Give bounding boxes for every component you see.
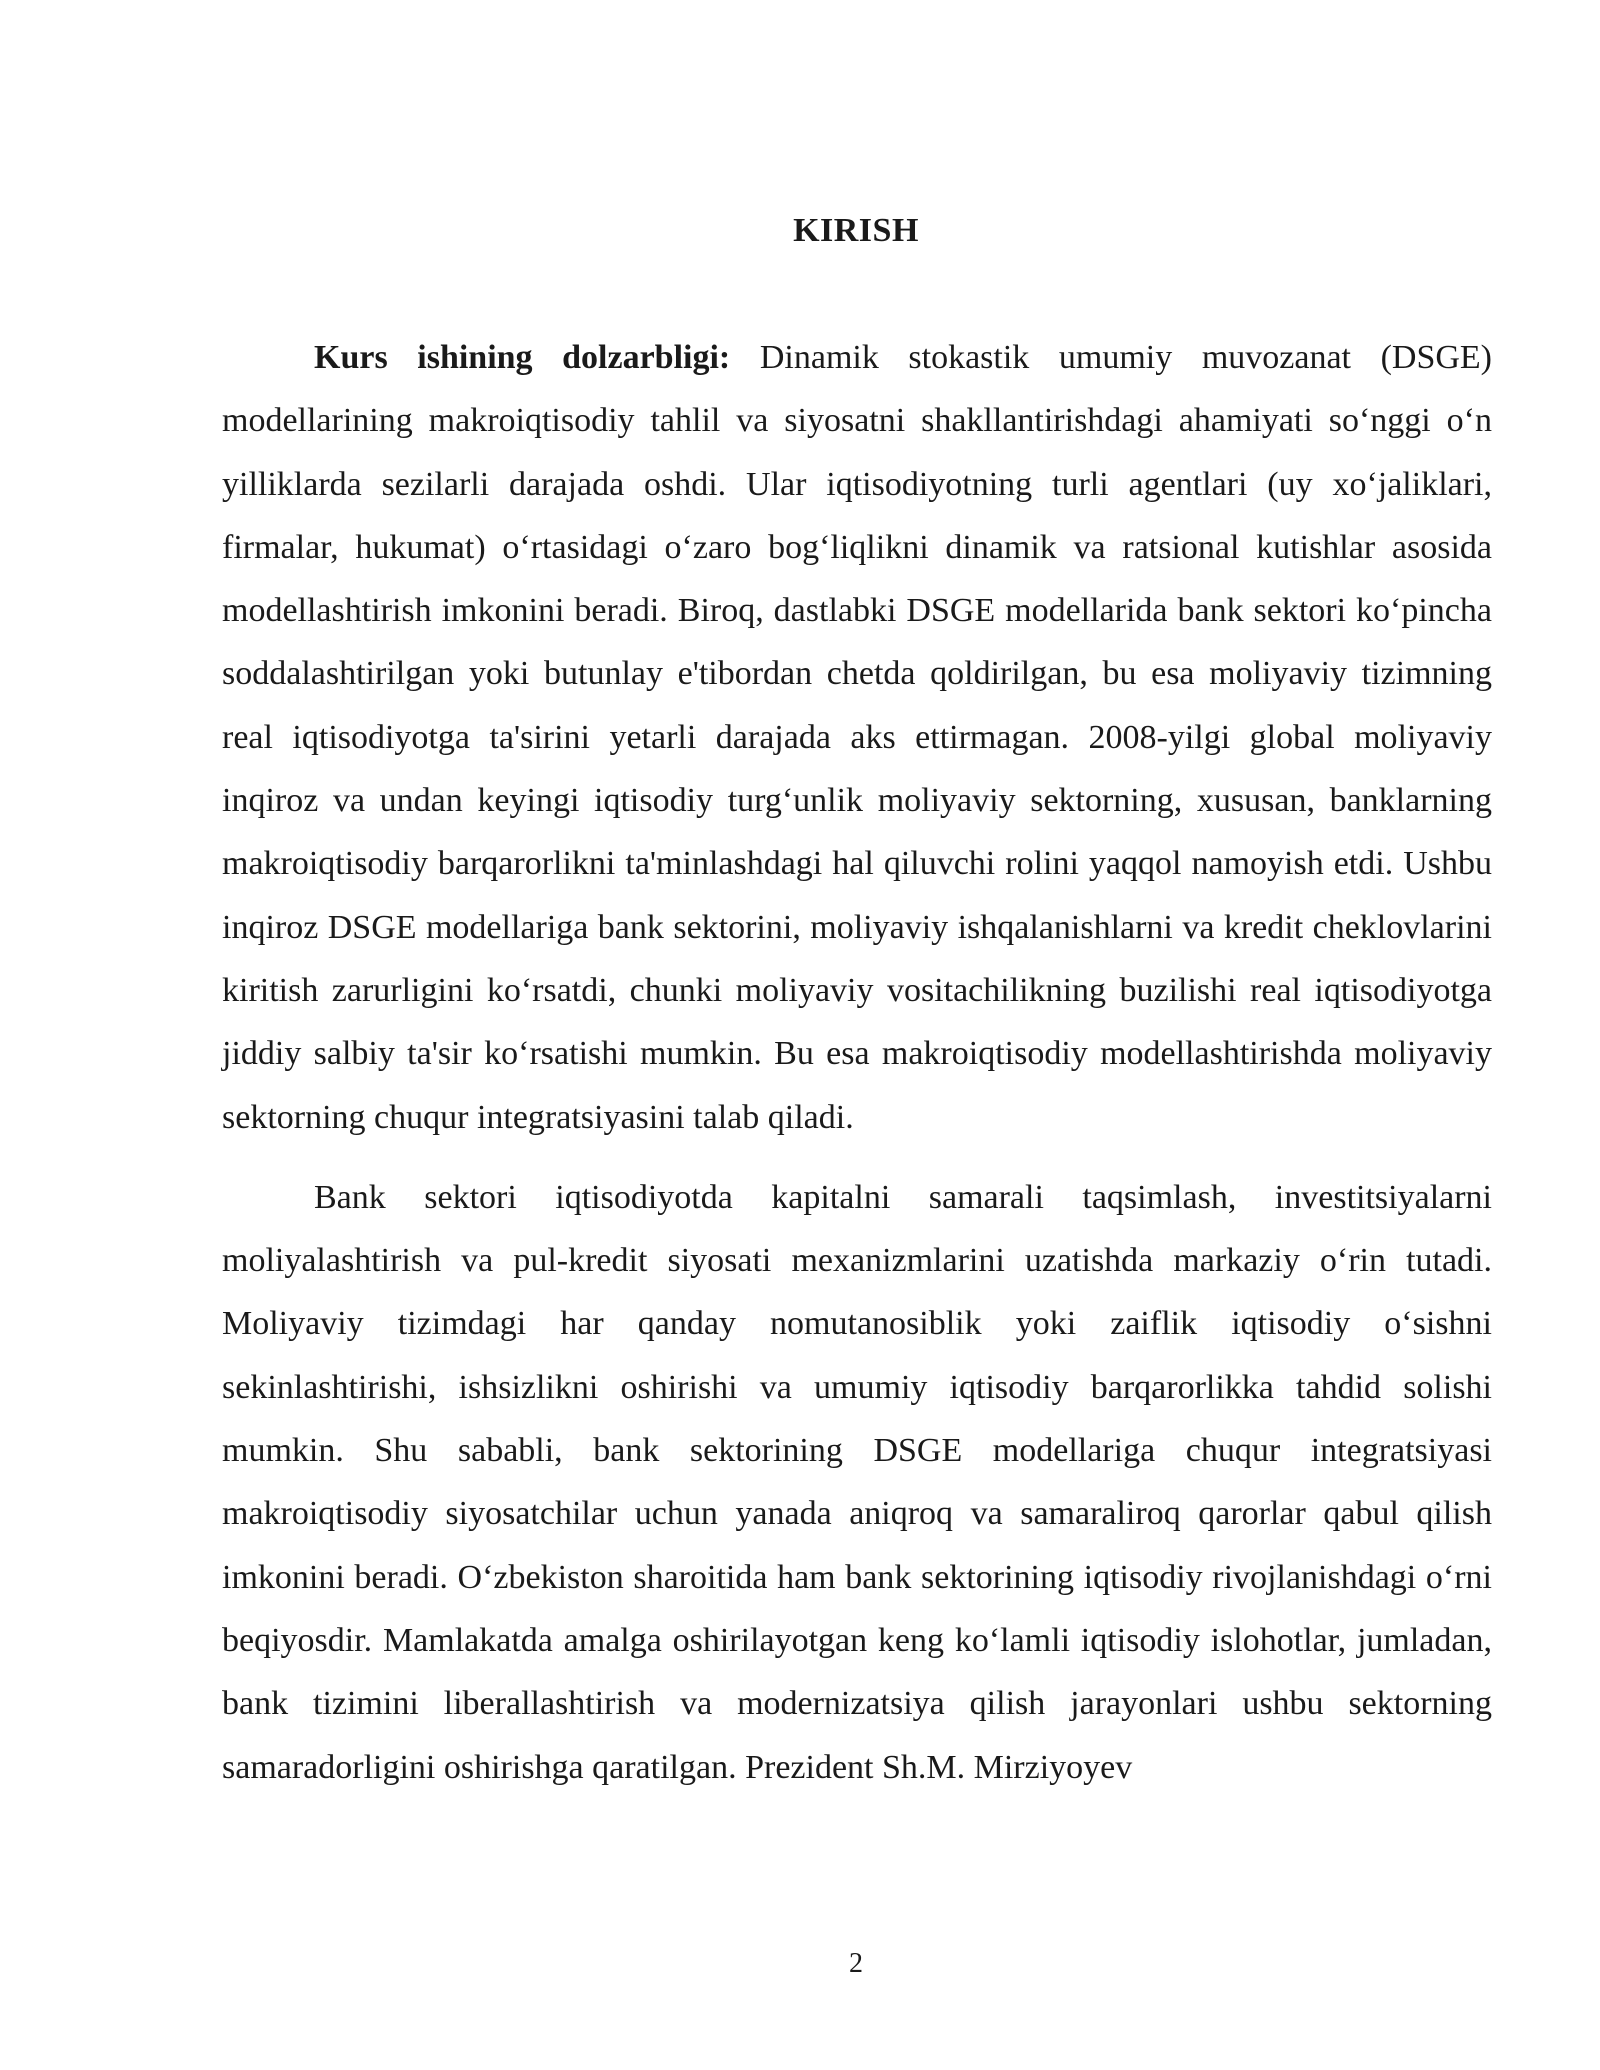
page-number: 2: [849, 1948, 863, 1979]
section-heading: KIRISH: [793, 211, 919, 249]
paragraph-text: Bank sektori iqtisodiyotda kapitalni samarali taqsimlash, investitsiyalarni moliyalashtirish va pul-kredit siyosati mexanizmlarini uzatishda markaziy o‘rin tutadi. Moliyaviy tizimdagi har qanday nomutanosiblik yoki zaiflik iqtisodiy o‘sishni sekinlashtirishi, ishsizlikni oshirishi va umumiy iqtisodiy barqarorlikka tahdid solishi mumkin. Shu sababli, bank sektorining DSGE modellariga chuqur integratsiyasi makroiqtisodiy siyosatchilar uchun yanada aniqroq va samaraliroq qarorlar qabul qilish imkonini beradi. O‘zbekiston sharoitida ham bank sektorining iqtisodiy rivojlanishdagi o‘rni beqiyosdir. Mamlakatda amalga oshirilayotgan keng ko‘lamli iqtisodiy islohotlar, jumladan, bank tizimini liberallashtirish va modernizatsiya qilish jarayonlari ushbu sektorning samaradorligini oshirishga qaratilgan. Prezident Sh.M. Mirziyoyev: [222, 1178, 1492, 1786]
paragraph-relevance: [222, 326, 1492, 1149]
paragraph-text: Dinamik stokastik umumiy muvozanat (DSGE) modellarining makroiqtisodiy tahlil va siyosatni shakllantirishdagi ahamiyati so‘nggi o‘n yilliklarda sezilarli darajada oshdi. Ular iqtisodiyotning turli agentlari (uy xo‘jaliklari, firmalar, hukumat) o‘rtasidagi o‘zaro bog‘liqlikni dinamik va ratsional kutishlar asosida modellashtirish imkonini beradi. Biroq, dastlabki DSGE modellarida bank sektori ko‘pincha soddalashtirilgan yoki butunlay e'tibordan chetda qoldirilgan, bu esa moliyaviy tizimning real iqtisodiyotga ta'sirini yetarli darajada aks ettirmagan. 2008-yilgi global moliyaviy inqiroz va undan keyingi iqtisodiy turg‘unlik moliyaviy sektorning, xususan, banklarning makroiqtisodiy barqarorlikni ta'minlashdagi hal qiluvchi rolini yaqqol namoyish etdi. Ushbu inqiroz DSGE modellariga bank sektorini, moliyaviy ishqalanishlarni va kredit cheklovlarini kiritish zarurligini ko‘rsatdi, chunki moliyaviy vositachilikning buzilishi real iqtisodiyotga jiddiy salbiy ta'sir ko‘rsatishi mumkin. Bu esa makroiqtisodiy modellashtirishda moliyaviy sektorning chuqur integratsiyasini talab qiladi.: [222, 339, 1492, 1136]
body-text: [222, 326, 1492, 1799]
paragraph-lead: Kurs ishining dolzarbligi:: [314, 339, 731, 376]
paragraph-bank-sector: [222, 1166, 1492, 1799]
